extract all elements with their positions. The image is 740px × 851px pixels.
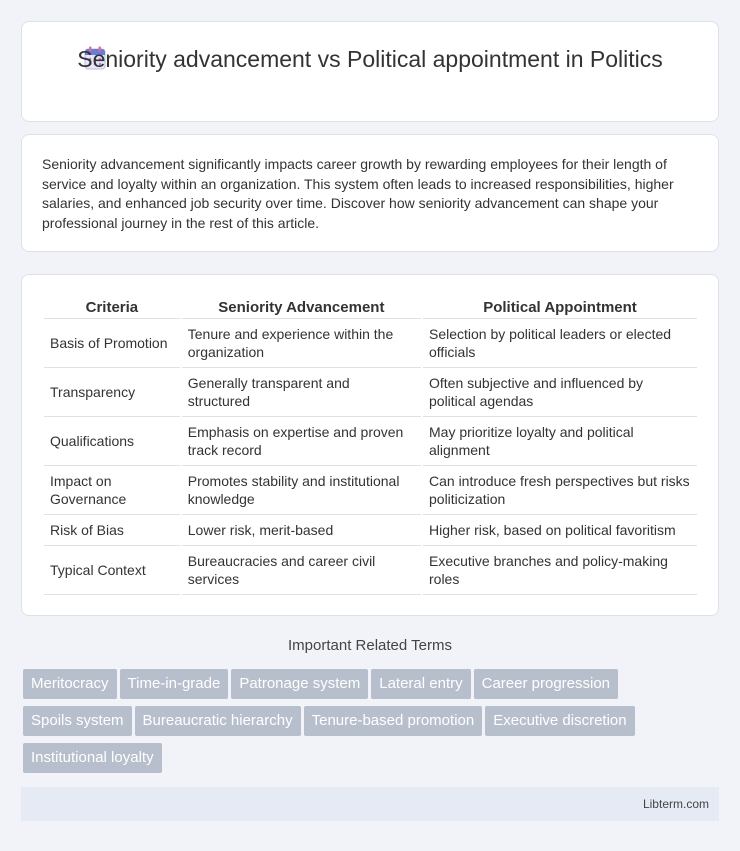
table-row	[44, 466, 697, 515]
table-row	[44, 546, 697, 595]
table-row	[44, 368, 697, 417]
table-row	[44, 515, 697, 546]
tag-bureaucratic-hierarchy[interactable]: Bureaucratic hierarchy	[135, 706, 301, 736]
related-terms-list	[23, 669, 723, 780]
table-cell: Lower risk, merit-based	[182, 515, 421, 546]
table-cell: May prioritize loyalty and political alignment	[423, 417, 697, 466]
table-cell: Bureaucracies and career civil services	[182, 546, 421, 595]
table-cell: Tenure and experience within the organization	[182, 319, 421, 368]
table-cell: Executive branches and policy-making roles	[423, 546, 697, 595]
table-row	[44, 319, 697, 368]
column-header-seniority: Seniority Advancement	[182, 295, 421, 319]
table-cell: Generally transparent and structured	[182, 368, 421, 417]
table-row	[44, 417, 697, 466]
table-cell: Can introduce fresh perspectives but risks politicization	[423, 466, 697, 515]
tag-executive-discretion[interactable]: Executive discretion	[485, 706, 634, 736]
table-cell: Higher risk, based on political favoritism	[423, 515, 697, 546]
table-header-row	[44, 295, 697, 319]
tag-lateral-entry[interactable]: Lateral entry	[371, 669, 470, 699]
intro-card	[21, 134, 719, 252]
footer-site-link[interactable]: Libterm.com	[642, 797, 709, 811]
table-cell: Typical Context	[44, 546, 180, 595]
comparison-table	[42, 295, 699, 595]
table-cell: Often subjective and influenced by political agendas	[423, 368, 697, 417]
table-cell: Basis of Promotion	[44, 319, 180, 368]
table-cell: Impact on Governance	[44, 466, 180, 515]
intro-paragraph: Seniority advancement significantly impacts career growth by rewarding employees for their length of service and loyalty within an organization. This system often leads to increased responsibilities, higher salaries, and enhanced job security over time. Discover how seniority advancement can shape your professional journey in the rest of this article.	[42, 156, 674, 231]
related-terms-heading: Important Related Terms	[288, 637, 452, 654]
table-cell: Transparency	[44, 368, 180, 417]
table-cell: Selection by political leaders or elected officials	[423, 319, 697, 368]
column-header-political: Political Appointment	[423, 295, 697, 319]
page-title: Seniority advancement vs Political appointment in Politics	[77, 46, 663, 72]
column-header-criteria: Criteria	[44, 295, 180, 319]
tag-tenure-based-promotion[interactable]: Tenure-based promotion	[304, 706, 483, 736]
table-cell: Emphasis on expertise and proven track record	[182, 417, 421, 466]
header-card	[21, 21, 719, 122]
comparison-card	[21, 274, 719, 616]
tag-institutional-loyalty[interactable]: Institutional loyalty	[23, 743, 162, 773]
tag-career-progression[interactable]: Career progression	[474, 669, 618, 699]
tag-patronage-system[interactable]: Patronage system	[231, 669, 368, 699]
tag-time-in-grade[interactable]: Time-in-grade	[120, 669, 229, 699]
footer	[21, 787, 719, 821]
table-cell: Risk of Bias	[44, 515, 180, 546]
tag-meritocracy[interactable]: Meritocracy	[23, 669, 117, 699]
tag-spoils-system[interactable]: Spoils system	[23, 706, 132, 736]
table-cell: Qualifications	[44, 417, 180, 466]
table-cell: Promotes stability and institutional knowledge	[182, 466, 421, 515]
